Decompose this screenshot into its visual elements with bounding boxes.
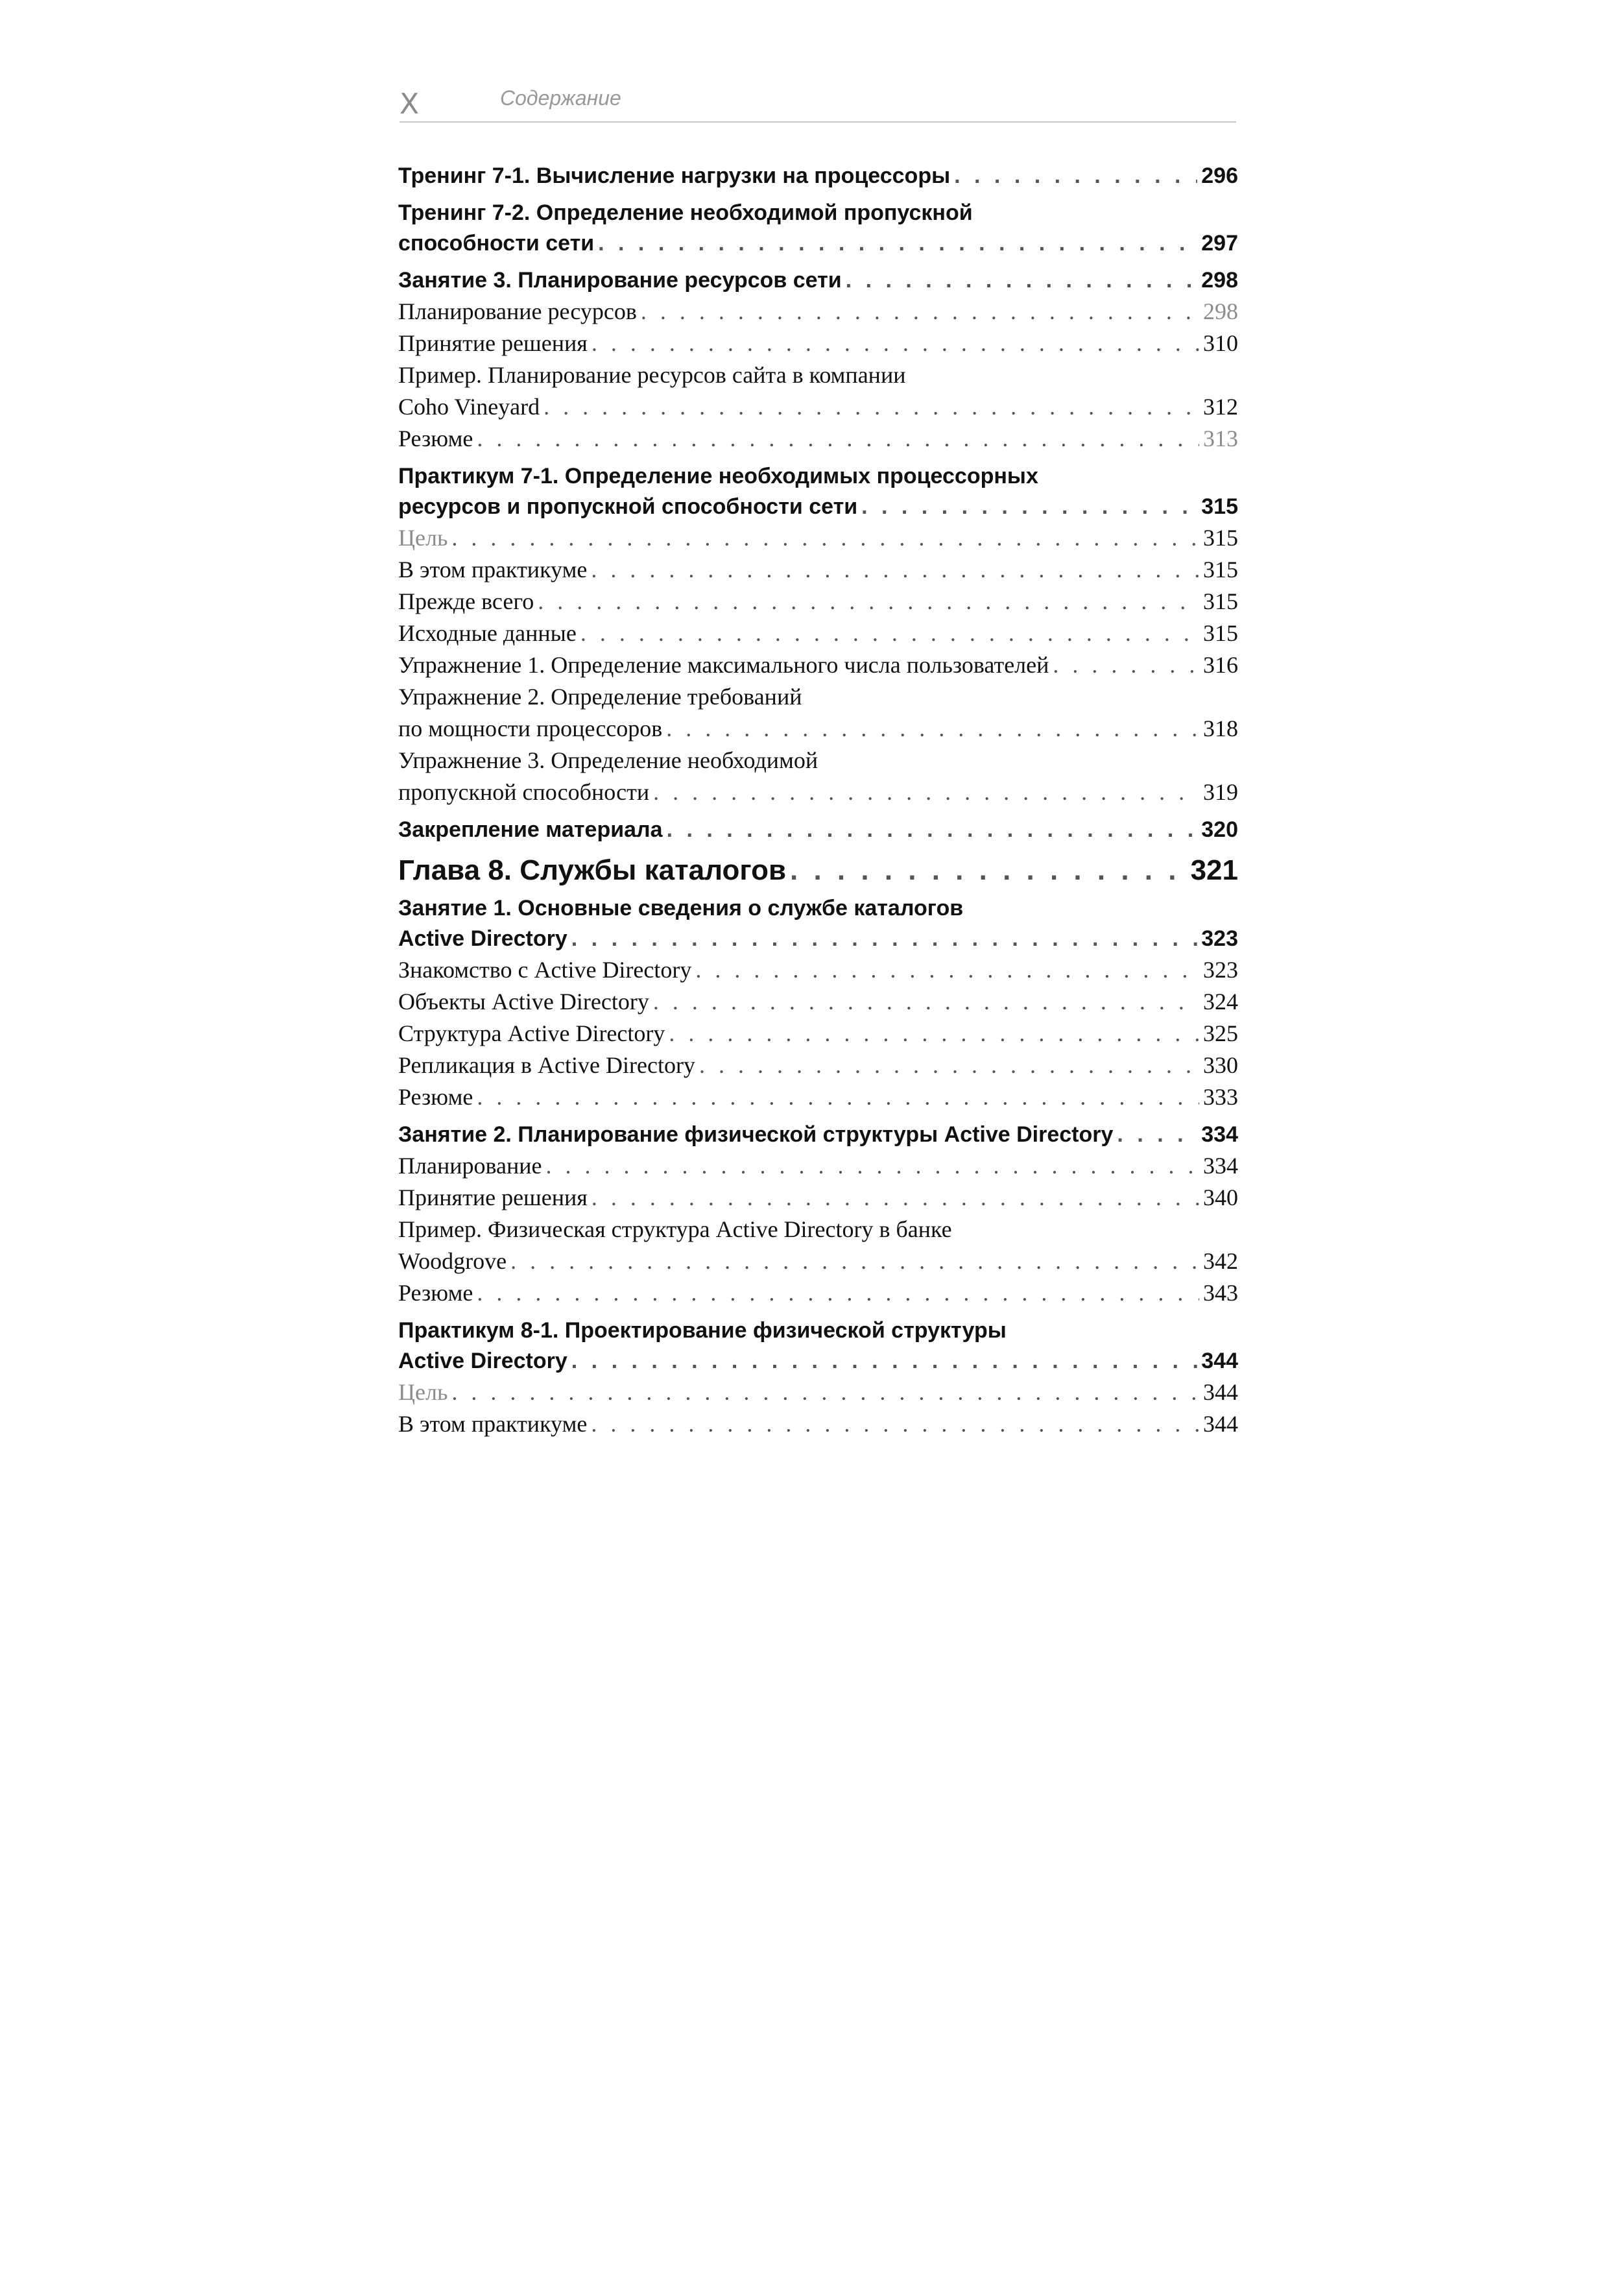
dot-leader xyxy=(846,265,1198,296)
toc-entry-title: Исходные данные xyxy=(398,620,577,646)
toc-entry-title: Принятие решения xyxy=(398,1184,588,1210)
dot-leader xyxy=(695,954,1199,986)
toc-entry-title: по мощности процессоров xyxy=(398,715,663,741)
toc-entry-title: Active Directory xyxy=(398,1349,567,1373)
toc-entry[interactable] xyxy=(398,586,1238,618)
toc-entry[interactable] xyxy=(398,1120,1238,1150)
toc-entry-first-line: Упражнение 2. Определение требований xyxy=(398,684,802,710)
toc-entry[interactable] xyxy=(398,522,1238,554)
dot-leader xyxy=(477,1277,1199,1309)
dot-leader xyxy=(669,1018,1199,1050)
toc-entry-page: 344 xyxy=(1203,1411,1238,1437)
toc-entry-page: 296 xyxy=(1201,163,1238,188)
toc-entry-page: 320 xyxy=(1201,817,1238,842)
toc-entry-title: Структура Active Directory xyxy=(398,1020,665,1046)
toc-chapter-entry[interactable] xyxy=(398,850,1238,891)
toc-entry-page: 325 xyxy=(1203,1020,1238,1046)
toc-entry-page: 343 xyxy=(1203,1280,1238,1306)
toc-chapter-title: Глава 8. Службы каталогов xyxy=(398,854,787,886)
toc-entry[interactable] xyxy=(398,492,1238,522)
toc-entry-first-line: Пример. Планирование ресурсов сайта в компании xyxy=(398,362,906,388)
toc-entry[interactable] xyxy=(398,618,1238,649)
toc-entry[interactable] xyxy=(398,1081,1238,1113)
toc-entry[interactable] xyxy=(398,296,1238,328)
toc-entry-first-line: Тренинг 7-2. Определение необходимой пропускной xyxy=(398,200,973,225)
toc-entry-first-line: Практикум 8-1. Проектирование физической структуры xyxy=(398,1318,1007,1343)
toc-entry-title: Woodgrove xyxy=(398,1248,507,1274)
toc-entry-title: Занятие 3. Планирование ресурсов сети xyxy=(398,268,842,293)
table-of-contents xyxy=(398,161,1238,1440)
dot-leader xyxy=(861,492,1197,522)
toc-entry[interactable] xyxy=(398,228,1238,259)
toc-chapter-page: 321 xyxy=(1190,854,1238,886)
dot-leader xyxy=(790,850,1187,891)
toc-entry[interactable] xyxy=(398,1182,1238,1214)
toc-entry[interactable] xyxy=(398,1376,1238,1408)
toc-entry-page: 298 xyxy=(1203,298,1238,324)
toc-entry[interactable] xyxy=(398,776,1238,808)
header-page-number: X xyxy=(400,88,420,121)
toc-entry-title: Резюме xyxy=(398,1280,473,1306)
dot-leader xyxy=(571,1346,1197,1376)
toc-entry-page: 319 xyxy=(1203,779,1238,805)
dot-leader xyxy=(545,1150,1199,1182)
dot-leader xyxy=(538,586,1199,618)
toc-entry-page: 297 xyxy=(1201,231,1238,256)
toc-entry-page: 330 xyxy=(1203,1052,1238,1078)
toc-entry[interactable] xyxy=(398,1018,1238,1050)
toc-entry-title: Планирование xyxy=(398,1153,542,1179)
toc-entry[interactable] xyxy=(398,1408,1238,1440)
toc-entry-title: Закрепление материала xyxy=(398,817,663,842)
dot-leader xyxy=(591,1408,1199,1440)
toc-entry-page: 315 xyxy=(1203,620,1238,646)
toc-entry-title: Цель xyxy=(398,525,448,551)
dot-leader xyxy=(477,423,1199,455)
toc-entry-page: 342 xyxy=(1203,1248,1238,1274)
dot-leader xyxy=(451,1376,1199,1408)
dot-leader xyxy=(699,1050,1199,1081)
toc-entry[interactable] xyxy=(398,924,1238,954)
toc-entry-page: 344 xyxy=(1203,1379,1238,1405)
toc-entry-page: 312 xyxy=(1203,394,1238,420)
toc-entry-title: Резюме xyxy=(398,1084,473,1110)
toc-entry-title: Репликация в Active Directory xyxy=(398,1052,695,1078)
toc-entry[interactable] xyxy=(398,1245,1238,1277)
toc-entry-title: Active Directory xyxy=(398,926,567,951)
toc-entry-page: 324 xyxy=(1203,989,1238,1015)
toc-entry[interactable] xyxy=(398,391,1238,423)
toc-entry[interactable] xyxy=(398,265,1238,296)
dot-leader xyxy=(666,713,1199,745)
toc-entry-first-line: Пример. Физическая структура Active Directory в банке xyxy=(398,1216,952,1242)
toc-entry-page: 340 xyxy=(1203,1184,1238,1210)
toc-entry-first-line: Практикум 7-1. Определение необходимых процессорных xyxy=(398,464,1038,488)
toc-entry-title: Тренинг 7-1. Вычисление нагрузки на процессоры xyxy=(398,163,951,188)
toc-entry-title: Объекты Active Directory xyxy=(398,989,649,1015)
dot-leader xyxy=(598,228,1197,259)
dot-leader xyxy=(591,1182,1199,1214)
toc-entry[interactable] xyxy=(398,1346,1238,1376)
toc-entry-title: Занятие 2. Планирование физической структуры Active Directory xyxy=(398,1122,1114,1147)
toc-entry-title: Упражнение 1. Определение максимального числа пользователей xyxy=(398,652,1049,678)
toc-entry-page: 315 xyxy=(1201,494,1238,519)
toc-entry-title: Прежде всего xyxy=(398,588,534,614)
toc-entry-title: способности сети xyxy=(398,231,595,256)
toc-entry-first-line: Занятие 1. Основные сведения о службе каталогов xyxy=(398,896,964,920)
toc-entry-page: 323 xyxy=(1203,957,1238,983)
toc-entry-page: 298 xyxy=(1201,268,1238,293)
dot-leader xyxy=(1117,1120,1197,1150)
dot-leader xyxy=(954,161,1197,191)
toc-entry-page: 315 xyxy=(1203,525,1238,551)
toc-entry-page: 318 xyxy=(1203,715,1238,741)
toc-entry-page: 323 xyxy=(1201,926,1238,951)
toc-entry-title: Знакомство с Active Directory xyxy=(398,957,692,983)
toc-entry-title: ресурсов и пропускной способности сети xyxy=(398,494,858,519)
dot-leader xyxy=(591,554,1199,586)
dot-leader xyxy=(510,1245,1199,1277)
toc-entry[interactable] xyxy=(398,161,1238,191)
dot-leader xyxy=(543,391,1199,423)
dot-leader xyxy=(653,776,1199,808)
toc-entry-page: 310 xyxy=(1203,330,1238,356)
dot-leader xyxy=(591,328,1199,359)
toc-entry[interactable] xyxy=(398,649,1238,681)
toc-entry-title: Принятие решения xyxy=(398,330,588,356)
toc-entry-page: 344 xyxy=(1201,1349,1238,1373)
header-title: Содержание xyxy=(500,86,621,110)
toc-entry[interactable] xyxy=(398,815,1238,845)
dot-leader xyxy=(571,924,1197,954)
toc-entry-first-line: Упражнение 3. Определение необходимой xyxy=(398,747,818,773)
toc-entry[interactable] xyxy=(398,423,1238,455)
toc-entry-title: Coho Vineyard xyxy=(398,394,540,420)
toc-entry-page: 333 xyxy=(1203,1084,1238,1110)
toc-entry-page: 316 xyxy=(1203,652,1238,678)
dot-leader xyxy=(641,296,1199,328)
toc-entry-title: В этом практикуме xyxy=(398,557,588,583)
toc-entry-title: Резюме xyxy=(398,426,473,451)
dot-leader xyxy=(1053,649,1199,681)
dot-leader xyxy=(653,986,1199,1018)
toc-entry-title: Цель xyxy=(398,1379,448,1405)
toc-entry[interactable] xyxy=(398,1277,1238,1309)
toc-entry-page: 313 xyxy=(1203,426,1238,451)
toc-entry-page: 315 xyxy=(1203,588,1238,614)
dot-leader xyxy=(477,1081,1199,1113)
toc-entry[interactable] xyxy=(398,986,1238,1018)
toc-entry[interactable] xyxy=(398,1050,1238,1081)
toc-entry-title: Планирование ресурсов xyxy=(398,298,637,324)
toc-entry[interactable] xyxy=(398,1150,1238,1182)
dot-leader xyxy=(580,618,1199,649)
toc-entry-title: В этом практикуме xyxy=(398,1411,588,1437)
toc-entry[interactable] xyxy=(398,954,1238,986)
dot-leader xyxy=(451,522,1199,554)
running-header xyxy=(400,81,1236,123)
toc-entry[interactable] xyxy=(398,554,1238,586)
toc-entry-page: 315 xyxy=(1203,557,1238,583)
toc-entry-page: 334 xyxy=(1203,1153,1238,1179)
toc-entry[interactable] xyxy=(398,713,1238,745)
toc-entry-title: пропускной способности xyxy=(398,779,650,805)
dot-leader xyxy=(667,815,1198,845)
toc-entry-page: 334 xyxy=(1201,1122,1238,1147)
toc-entry[interactable] xyxy=(398,328,1238,359)
